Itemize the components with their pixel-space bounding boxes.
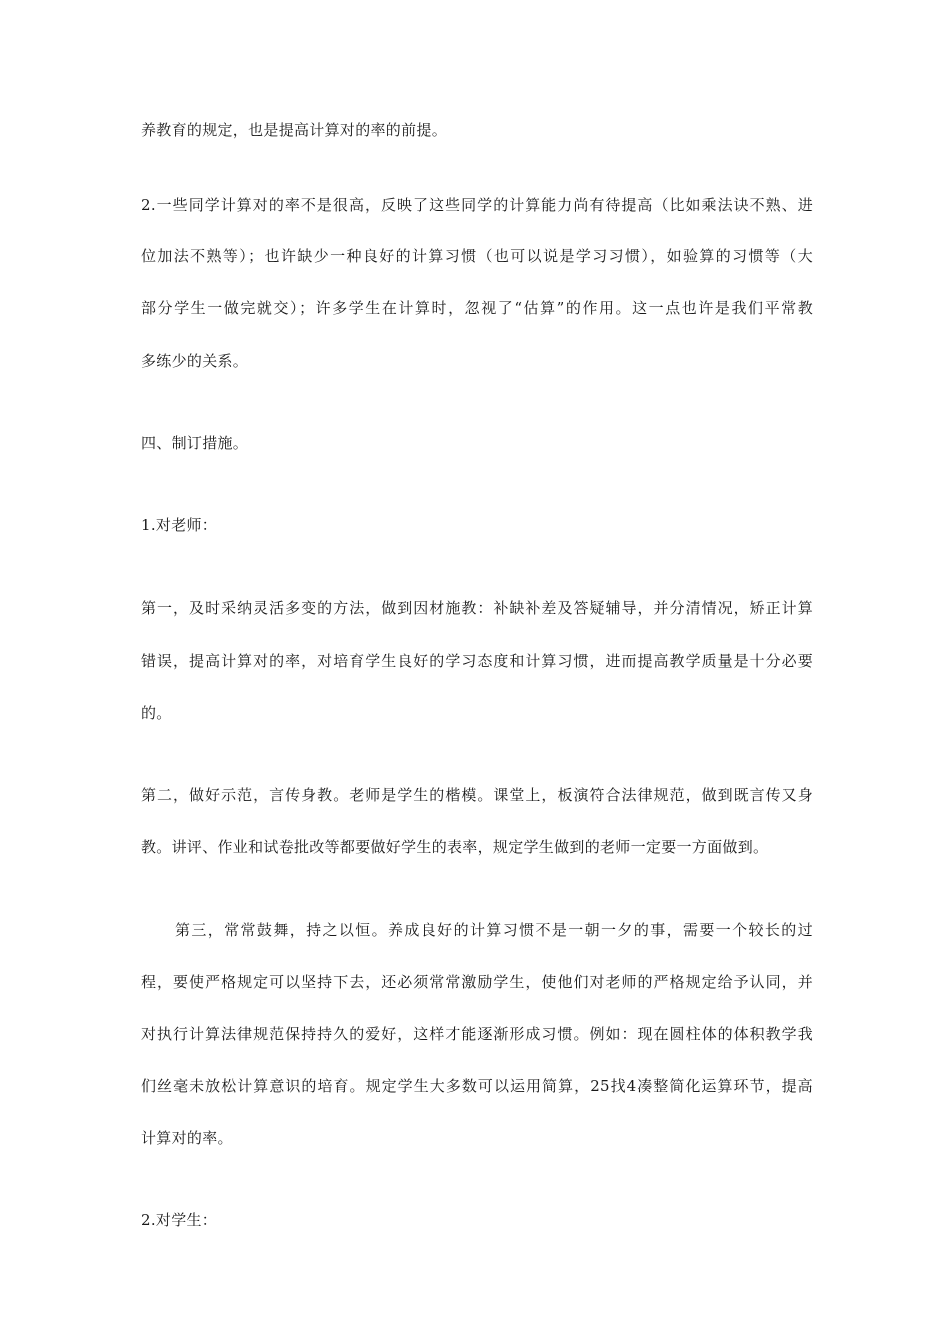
paragraph-line: 错误，提高计算对的率，对培育学生良好的学习态度和计算习惯，进而提高教学质量是十分必要: [141, 652, 813, 670]
paragraph-line: 第三，常常鼓舞，持之以恒。养成良好的计算习惯不是一朝一夕的事，需要一个较长的过: [175, 921, 813, 939]
paragraph-line: 计算对的率。: [141, 1129, 233, 1147]
paragraph-line: 2.一些同学计算对的率不是很高，反映了这些同学的计算能力尚有待提高（比如乘法诀不熟、进: [141, 196, 813, 214]
paragraph-line: 对执行计算法律规范保持持久的爱好，这样才能逐渐形成习惯。例如：现在圆柱体的体积教学我: [141, 1025, 813, 1043]
paragraph-line: 第一，及时采纳灵活多变的方法，做到因材施教：补缺补差及答疑辅导，并分清情况，矫正计算: [141, 599, 813, 617]
paragraph-line: 养教育的规定，也是提高计算对的率的前提。: [141, 121, 448, 139]
paragraph-line: 的。: [141, 704, 172, 722]
paragraph-line: 教。讲评、作业和试卷批改等都要做好学生的表率，规定学生做到的老师一定要一方面做到。: [141, 838, 769, 856]
subsection-heading: 1.对老师：: [141, 516, 218, 534]
paragraph-line: 多练少的关系。: [141, 352, 249, 370]
subsection-heading: 2.对学生：: [141, 1211, 218, 1229]
paragraph-line: 们丝毫未放松计算意识的培育。规定学生大多数可以运用简算，25找4凑整简化运算环节，提高: [141, 1077, 813, 1095]
paragraph-line: 位加法不熟等）；也许缺少一种良好的计算习惯（也可以说是学习习惯），如验算的习惯等（大: [141, 247, 813, 265]
paragraph-line: 部分学生一做完就交）；许多学生在计算时，忽视了“估算”的作用。这一点也许是我们平常教: [141, 299, 813, 317]
paragraph-line: 程，要使严格规定可以坚持下去，还必须常常激励学生，使他们对老师的严格规定给予认同，并: [141, 973, 813, 991]
section-heading: 四、制订措施。: [141, 434, 249, 452]
paragraph-line: 第二，做好示范，言传身教。老师是学生的楷模。课堂上，板演符合法律规范，做到既言传又身: [141, 786, 813, 804]
